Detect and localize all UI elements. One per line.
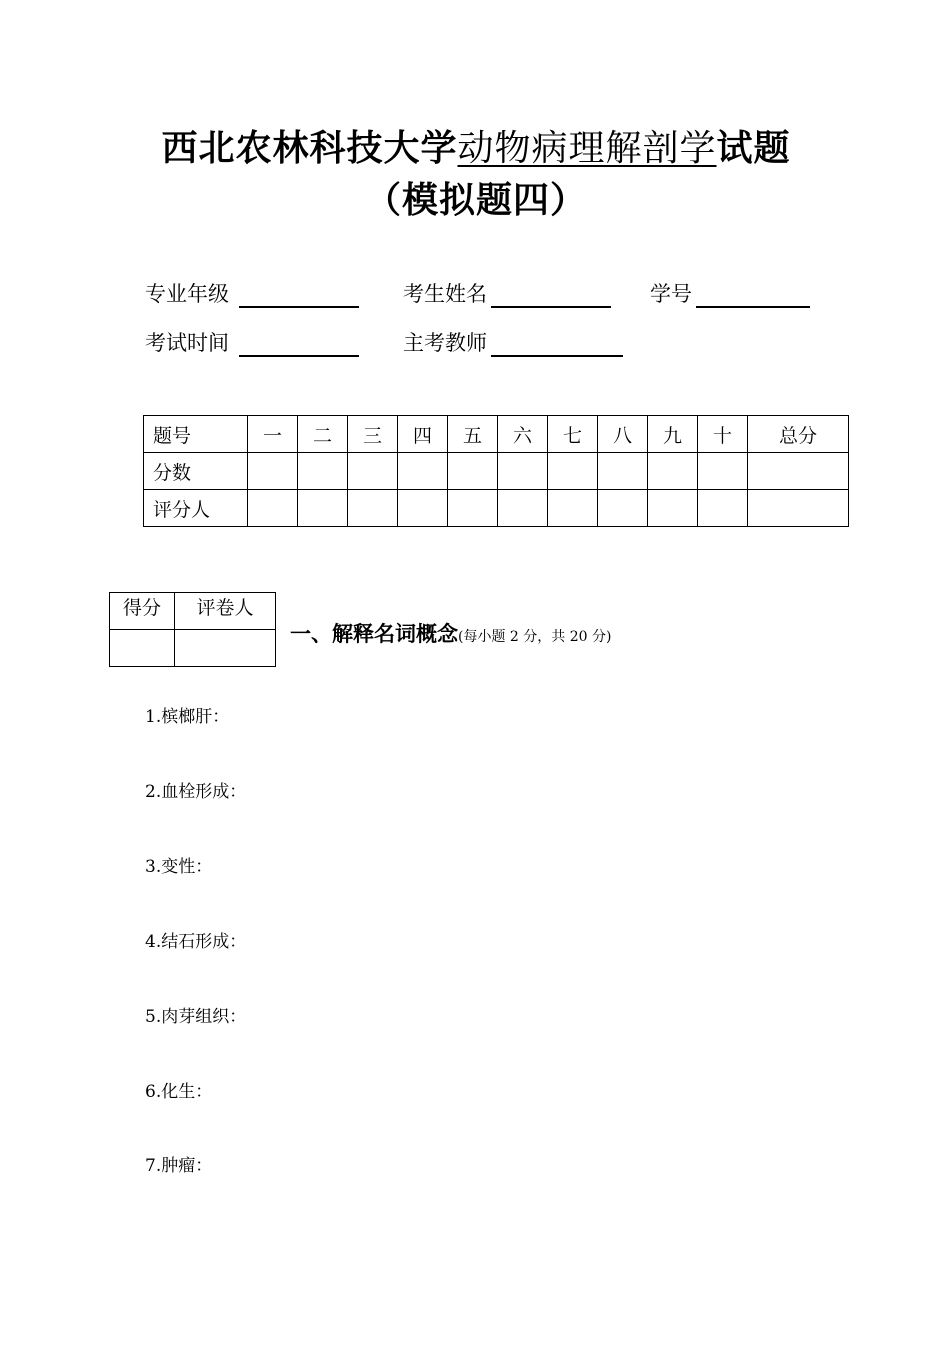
student-id-blank[interactable] xyxy=(696,284,810,308)
question-item: 5.肉芽组织： xyxy=(145,1007,247,1027)
university-name: 西北农林科技大学 xyxy=(161,128,458,169)
question-item: 4.结石形成： xyxy=(145,932,247,952)
exam-time-blank[interactable] xyxy=(239,333,359,357)
score-table-header-cell: 八 xyxy=(598,416,648,453)
student-name-label: 考生姓名 xyxy=(403,282,487,306)
question-item: 6.化生： xyxy=(145,1082,213,1102)
grader-cell[interactable] xyxy=(398,490,448,527)
score-table-header-cell: 九 xyxy=(648,416,698,453)
course-name: 动物病理解剖学 xyxy=(457,128,717,169)
grader-box-score-cell[interactable] xyxy=(110,630,175,667)
score-cell[interactable] xyxy=(448,453,498,490)
chief-examiner-label: 主考教师 xyxy=(403,331,487,355)
score-table-header-cell: 五 xyxy=(448,416,498,453)
section-heading xyxy=(290,618,611,648)
grader-cell[interactable] xyxy=(698,490,748,527)
student-id-label: 学号 xyxy=(650,282,692,306)
section-title: 一、解释名词概念 xyxy=(290,622,458,646)
chief-examiner-field xyxy=(403,327,623,357)
total-score-cell[interactable] xyxy=(748,453,849,490)
grader-cell[interactable] xyxy=(448,490,498,527)
score-cell[interactable] xyxy=(298,453,348,490)
title-suffix: 试题 xyxy=(716,128,791,169)
grader-cell[interactable] xyxy=(598,490,648,527)
score-table-row xyxy=(144,490,849,527)
score-table-header-cell: 十 xyxy=(698,416,748,453)
section-grader-box xyxy=(109,592,276,667)
grader-cell[interactable] xyxy=(498,490,548,527)
score-cell[interactable] xyxy=(548,453,598,490)
student-id-field xyxy=(650,278,810,308)
score-table-header-cell: 三 xyxy=(348,416,398,453)
score-row-label: 分数 xyxy=(144,453,248,490)
question-item: 7.肿瘤： xyxy=(145,1156,213,1176)
score-table-row xyxy=(144,453,849,490)
score-table-header-cell: 六 xyxy=(498,416,548,453)
grader-box-grader-label: 评卷人 xyxy=(175,593,276,630)
score-cell[interactable] xyxy=(598,453,648,490)
score-cell[interactable] xyxy=(498,453,548,490)
score-cell[interactable] xyxy=(648,453,698,490)
section-note: (每小题 2 分，共 20 分) xyxy=(458,629,612,645)
score-table-header-cell: 四 xyxy=(398,416,448,453)
score-cell[interactable] xyxy=(348,453,398,490)
grader-box-score-label: 得分 xyxy=(110,593,175,630)
exam-time-field xyxy=(145,327,359,357)
student-name-field xyxy=(403,278,611,308)
grader-row-label: 评分人 xyxy=(144,490,248,527)
exam-title xyxy=(0,120,952,171)
grader-box-header-row xyxy=(110,593,276,630)
major-grade-label: 专业年级 xyxy=(145,282,229,306)
question-item: 3.变性： xyxy=(145,857,213,877)
student-name-blank[interactable] xyxy=(491,284,611,308)
score-table-header-cell: 一 xyxy=(248,416,298,453)
grader-cell[interactable] xyxy=(248,490,298,527)
total-grader-cell[interactable] xyxy=(748,490,849,527)
grader-box-entry-row xyxy=(110,630,276,667)
score-table-header-row xyxy=(144,416,849,453)
grader-cell[interactable] xyxy=(648,490,698,527)
grader-box-grader-cell[interactable] xyxy=(175,630,276,667)
exam-time-label: 考试时间 xyxy=(145,331,229,355)
grader-cell[interactable] xyxy=(348,490,398,527)
score-table-header-cell: 二 xyxy=(298,416,348,453)
score-cell[interactable] xyxy=(398,453,448,490)
score-table-header-cell: 七 xyxy=(548,416,598,453)
grader-cell[interactable] xyxy=(548,490,598,527)
major-grade-field xyxy=(145,278,359,308)
score-table xyxy=(143,415,849,527)
grader-cell[interactable] xyxy=(298,490,348,527)
question-item: 2.血栓形成： xyxy=(145,782,247,802)
question-item: 1.槟榔肝： xyxy=(145,707,230,727)
chief-examiner-blank[interactable] xyxy=(491,333,623,357)
score-table-header-cell: 题号 xyxy=(144,416,248,453)
exam-subtitle: （模拟题四） xyxy=(364,180,587,221)
score-cell[interactable] xyxy=(698,453,748,490)
major-grade-blank[interactable] xyxy=(239,284,359,308)
score-cell[interactable] xyxy=(248,453,298,490)
score-table-header-cell: 总分 xyxy=(748,416,849,453)
